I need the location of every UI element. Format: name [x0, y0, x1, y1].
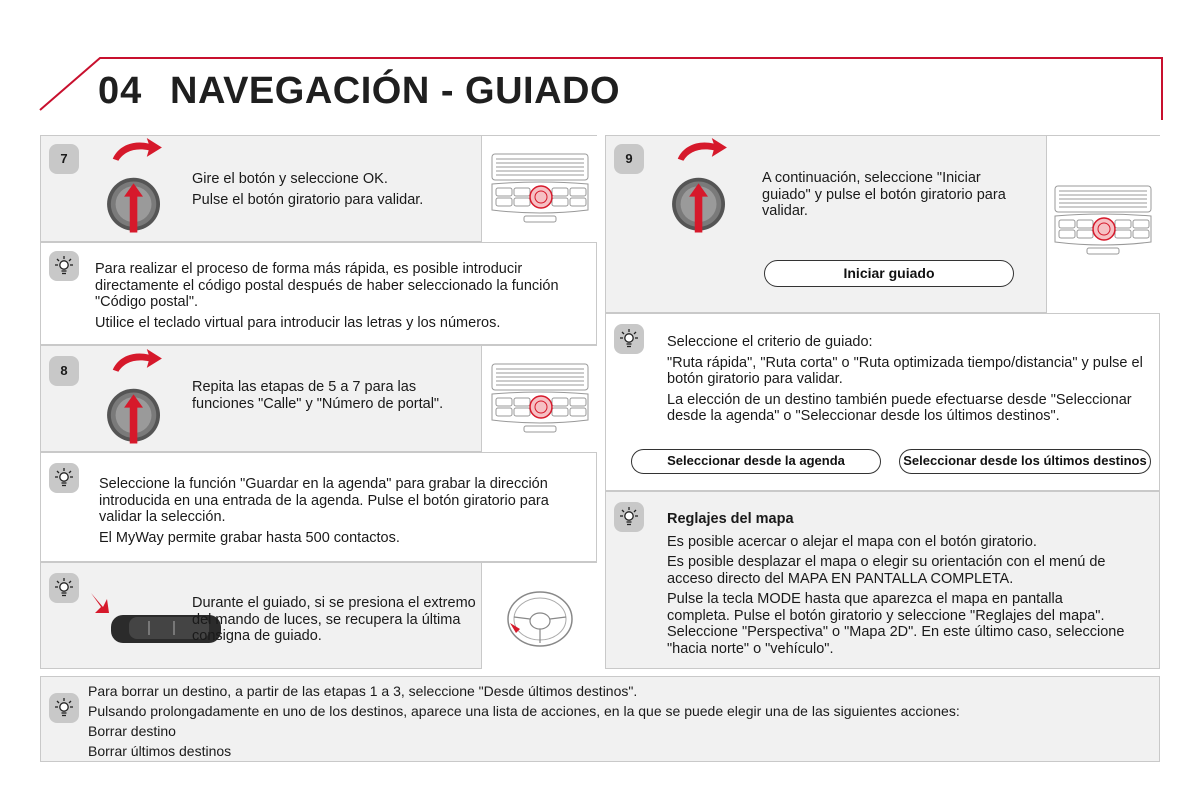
bulb-icon [49, 463, 79, 493]
step-7-text [192, 171, 482, 212]
tip-agenda-para-1: Seleccione la función "Guardar en la agenda" para grabar la dirección introducida en una entrada de la agenda. Pulse el botón giratorio para validar la selección. [99, 476, 549, 525]
step-7-line-2: Pulse el botón giratorio para validar. [192, 191, 424, 208]
tip-postal-text [95, 261, 585, 335]
tip-postal-para-2: Utilice el teclado virtual para introducir las letras y los números. [95, 314, 501, 331]
tip-map-heading: Reglajes del mapa [667, 511, 794, 527]
tip-map-para-3: Pulse la tecla MODE hasta que aparezca el mapa en pantalla completa. Pulse el botón giratorio y seleccione "Reglajes del mapa". Seleccione "Perspectiva" o "Mapa 2D". En este último caso, seleccione "hacia norte" o "vehículo". [667, 591, 1125, 657]
tip-delete-line-4: Borrar últimos destinos [88, 743, 232, 759]
step-9-text: A continuación, seleccione "Iniciar guiado" y pulse el botón giratorio para validar. [762, 170, 1006, 219]
radio-panel-image [481, 136, 597, 242]
bulb-icon [49, 693, 79, 723]
tip-agenda-para-2: El MyWay permite grabar hasta 500 contactos. [99, 529, 400, 546]
radio-panel-image [1046, 136, 1160, 313]
tip-map-settings-box [605, 491, 1160, 669]
step-badge: 7 [49, 144, 79, 174]
tip-agenda-text [99, 476, 589, 550]
tip-criteria-line-2: "Ruta rápida", "Ruta corta" o "Ruta optimizada tiempo/distancia" y pulse el botón giratorio para validar. [667, 354, 1143, 387]
tip-agenda-box [40, 452, 597, 562]
steering-wheel-image [481, 563, 597, 669]
tip-criteria-text [667, 334, 1147, 429]
tip-map-para-2: Es posible desplazar el mapa o elegir su orientación con el menú de acceso directo del MAPA EN PANTALLA COMPLETA. [667, 554, 1106, 587]
tip-badge [49, 251, 79, 281]
start-guidance-button[interactable]: Iniciar guiado [764, 260, 1014, 287]
radio-panel-icon [490, 150, 590, 240]
tip-delete-text [88, 683, 1148, 763]
tip-badge [49, 693, 79, 723]
step-7-line-1: Gire el botón y seleccione OK. [192, 171, 388, 187]
step-badge: 8 [49, 356, 79, 386]
radio-panel-icon [490, 360, 590, 450]
tip-delete-destination-box [40, 676, 1160, 762]
tip-delete-line-3: Borrar destino [88, 723, 176, 739]
tip-lights-box [40, 562, 597, 669]
step-badge: 9 [614, 144, 644, 174]
radio-panel-image [481, 346, 597, 452]
bulb-icon [49, 251, 79, 281]
rotary-knob-icon [668, 138, 748, 242]
tip-postal-para-1: Para realizar el proceso de forma más rápida, es posible introducir directamente el código postal después de haber seleccionado la función "Código postal". [95, 261, 559, 310]
step-7-box [40, 135, 597, 242]
chapter-number: 04 [98, 70, 143, 112]
tip-lights-text: Durante el guiado, si se presiona el extremo del mando de luces, se recupera la última consigna de guiado. [192, 595, 476, 644]
select-from-agenda-button[interactable]: Seleccionar desde la agenda [631, 449, 881, 474]
tip-badge [49, 463, 79, 493]
tip-badge [49, 573, 79, 603]
bulb-icon [614, 502, 644, 532]
step-9-box [605, 135, 1160, 313]
tip-postal-code-box [40, 242, 597, 345]
radio-panel-icon [1053, 182, 1153, 272]
step-8-text: Repita las etapas de 5 a 7 para las funciones "Calle" y "Número de portal". [192, 379, 444, 412]
select-from-last-destinations-button[interactable]: Seleccionar desde los últimos destinos [899, 449, 1151, 474]
rotary-knob-icon [103, 138, 183, 242]
tip-delete-line-2: Pulsando prolongadamente en uno de los destinos, aparece una lista de acciones, en la que se puede elegir una de las siguientes acciones: [88, 703, 960, 719]
page-title: NAVEGACIÓN - GUIADO [170, 70, 621, 112]
step-8-box [40, 345, 597, 452]
tip-criteria-line-1: Seleccione el criterio de guiado: [667, 334, 873, 350]
tip-map-text [667, 511, 1127, 661]
bulb-icon [49, 573, 79, 603]
tip-delete-line-1: Para borrar un destino, a partir de las etapas 1 a 3, seleccione "Desde últimos destinos". [88, 683, 638, 699]
steering-wheel-icon [500, 583, 580, 653]
tip-criteria-line-3: La elección de un destino también puede efectuarse desde "Seleccionar desde la agenda" o "Seleccionar desde los últimos destinos". [667, 391, 1132, 424]
bulb-icon [614, 324, 644, 354]
tip-criteria-box [605, 313, 1160, 491]
tip-map-para-1: Es posible acercar o alejar el mapa con el botón giratorio. [667, 533, 1037, 550]
rotary-knob-icon [103, 349, 183, 453]
tip-badge [614, 324, 644, 354]
tip-badge [614, 502, 644, 532]
